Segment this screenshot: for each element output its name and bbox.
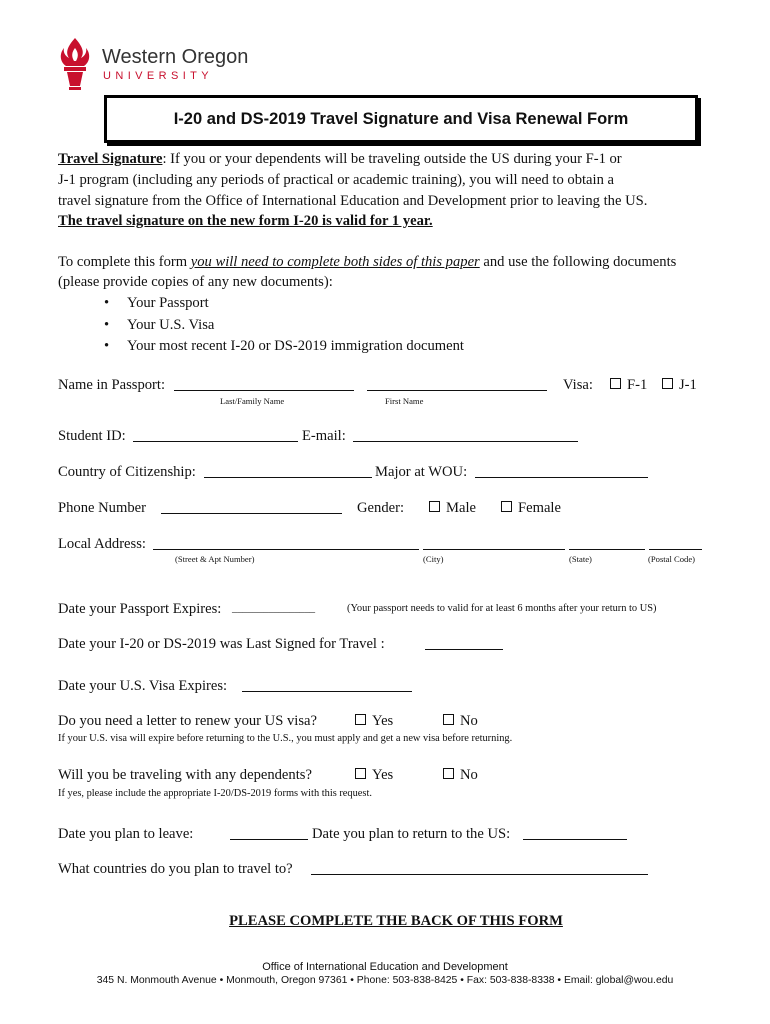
- major-label: Major at WOU:: [375, 464, 468, 480]
- dependents-yes-label: Yes: [372, 767, 394, 783]
- postal-caption: (Postal Code): [648, 554, 696, 564]
- renew-yes-option[interactable]: [355, 712, 393, 730]
- instructions-line-2: (please provide copies of any new documents):: [58, 274, 333, 290]
- gender-male-label: Male: [446, 500, 476, 516]
- university-logo: [53, 36, 283, 92]
- address-label: Local Address:: [58, 536, 146, 552]
- i20-signed-label: Date your I-20 or DS-2019 was Last Signed for Travel :: [58, 636, 385, 652]
- email-label: E-mail:: [302, 428, 346, 444]
- last-name-caption: Last/Family Name: [220, 396, 285, 406]
- renew-yes-checkbox[interactable]: [355, 714, 366, 725]
- return-date-field[interactable]: [523, 839, 627, 840]
- visa-expiry-field[interactable]: [242, 691, 412, 692]
- logo-wordmark: Western Oregon: [102, 46, 249, 68]
- phone-field[interactable]: [161, 513, 342, 514]
- list-item: • Your U.S. Visa: [88, 315, 464, 337]
- citizenship-label: Country of Citizenship:: [58, 464, 196, 480]
- last-name-field[interactable]: [174, 390, 354, 391]
- dependents-no-label: No: [460, 767, 478, 783]
- countries-field[interactable]: [311, 874, 648, 875]
- renew-letter-question: Do you need a letter to renew your US visa?: [58, 713, 317, 729]
- dependents-yes-option[interactable]: [355, 766, 393, 784]
- major-field[interactable]: [475, 477, 648, 478]
- street-caption: (Street & Apt Number): [175, 554, 255, 564]
- state-field[interactable]: [569, 549, 645, 550]
- logo-subtitle: UNIVERSITY: [103, 70, 214, 82]
- intro-line-2: J-1 program (including any periods of practical or academic training), you will need to obtain a: [58, 172, 615, 188]
- visa-j1-option[interactable]: [662, 376, 697, 394]
- citizenship-field[interactable]: [204, 477, 372, 478]
- i20-signed-field[interactable]: [425, 649, 503, 650]
- visa-f1-label: F-1: [627, 377, 648, 393]
- first-name-caption: First Name: [385, 396, 424, 406]
- form-title-box: [104, 95, 698, 143]
- visa-j1-label: J-1: [679, 377, 697, 393]
- list-item: • Your most recent I-20 or DS-2019 immigration document: [88, 336, 464, 358]
- student-id-field[interactable]: [133, 441, 298, 442]
- intro-line-4: The travel signature on the new form I-20 is valid for 1 year.: [58, 213, 433, 229]
- footer-office: Office of International Education and Development: [262, 961, 508, 973]
- gender-label: Gender:: [357, 500, 405, 516]
- visa-f1-checkbox[interactable]: [610, 378, 621, 389]
- list-item: • Your Passport: [88, 293, 464, 315]
- email-field[interactable]: [353, 441, 578, 442]
- dependents-no-checkbox[interactable]: [443, 768, 454, 779]
- postal-code-field[interactable]: [649, 549, 702, 550]
- passport-expiry-note: (Your passport needs to valid for at least 6 months after your return to US): [347, 603, 657, 614]
- dependents-no-option[interactable]: [443, 766, 478, 784]
- first-name-field[interactable]: [367, 390, 547, 391]
- instructions-pre: To complete this form: [58, 254, 191, 270]
- dependents-note: If yes, please include the appropriate I-20/DS-2019 forms with this request.: [58, 788, 372, 799]
- intro-lead: Travel Signature: [58, 151, 163, 167]
- renew-yes-label: Yes: [372, 713, 394, 729]
- torch-icon: [53, 36, 97, 92]
- student-id-label: Student ID:: [58, 428, 126, 444]
- city-caption: (City): [423, 554, 444, 564]
- return-date-label: Date you plan to return to the US:: [312, 826, 511, 842]
- renew-note: If your U.S. visa will expire before returning to the U.S., you must apply and get a new visa before returning.: [58, 733, 513, 744]
- instructions-emph: you will need to complete both sides of this paper: [190, 254, 480, 270]
- name-label: Name in Passport:: [58, 377, 166, 393]
- form-title: I-20 and DS-2019 Travel Signature and Visa Renewal Form: [173, 109, 629, 128]
- renew-no-label: No: [460, 713, 478, 729]
- renew-no-checkbox[interactable]: [443, 714, 454, 725]
- visa-expiry-label: Date your U.S. Visa Expires:: [58, 678, 228, 694]
- street-field[interactable]: [153, 549, 419, 550]
- gender-female-option[interactable]: [501, 499, 561, 517]
- leave-date-field[interactable]: [230, 839, 308, 840]
- gender-female-label: Female: [518, 500, 561, 516]
- phone-label: Phone Number: [58, 500, 146, 516]
- visa-f1-option[interactable]: [610, 376, 647, 394]
- visa-label: Visa:: [563, 377, 593, 393]
- passport-expiry-field[interactable]: ________________: [232, 603, 316, 614]
- gender-male-checkbox[interactable]: [429, 501, 440, 512]
- footer-contact: 345 N. Monmouth Avenue • Monmouth, Oregon 97361 • Phone: 503-838-8425 • Fax: 503-838-8338 • Email: global@wou.edu: [96, 975, 674, 986]
- visa-j1-checkbox[interactable]: [662, 378, 673, 389]
- intro-line-3: travel signature from the Office of International Education and Development prior to leaving the US.: [58, 193, 648, 209]
- leave-date-label: Date you plan to leave:: [58, 826, 194, 842]
- intro-line-1: [58, 150, 622, 168]
- back-notice: PLEASE COMPLETE THE BACK OF THIS FORM: [229, 913, 563, 929]
- instructions-post: and use the following documents: [479, 254, 677, 270]
- gender-female-checkbox[interactable]: [501, 501, 512, 512]
- passport-expiry-label: Date your Passport Expires:: [58, 601, 222, 617]
- documents-list: [88, 293, 464, 358]
- instructions-line-1: [58, 253, 676, 271]
- dependents-question: Will you be traveling with any dependents?: [58, 767, 312, 783]
- dependents-yes-checkbox[interactable]: [355, 768, 366, 779]
- renew-no-option[interactable]: [443, 712, 478, 730]
- state-caption: (State): [569, 554, 592, 564]
- countries-label: What countries do you plan to travel to?: [58, 861, 293, 877]
- gender-male-option[interactable]: [429, 499, 476, 517]
- city-field[interactable]: [423, 549, 565, 550]
- intro-text-1: : If you or your dependents will be traveling outside the US during your F-1 or: [162, 151, 622, 167]
